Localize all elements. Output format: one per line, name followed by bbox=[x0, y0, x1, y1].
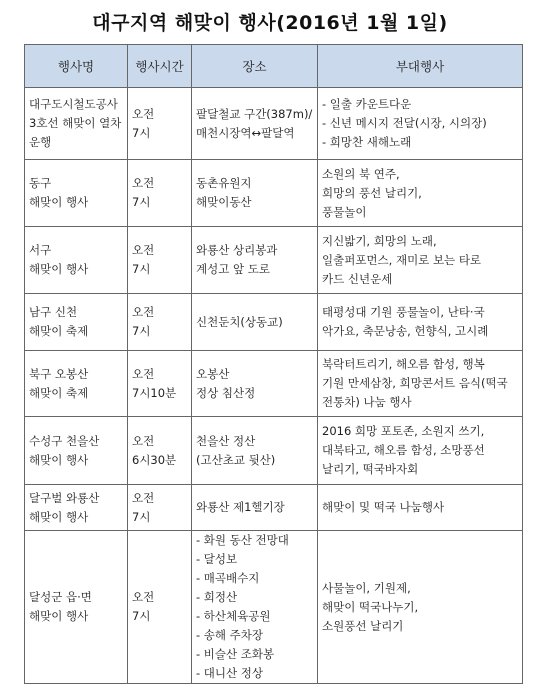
cell-line: 7시 bbox=[132, 125, 151, 140]
location-cell bbox=[192, 294, 318, 351]
cell-line: 매천시장역↔팔달역 bbox=[196, 125, 295, 140]
cell-line: 해맞이 행사 bbox=[29, 609, 89, 623]
cell-line: 악가요, 축문낭송, 헌향식, 고시례 bbox=[322, 324, 489, 338]
cell-line: 와룡산 제1헬기장 bbox=[196, 500, 285, 514]
cell-line: - 화원 동산 전망대 bbox=[196, 533, 289, 547]
cell-line: 해맞이 행사 bbox=[29, 452, 89, 467]
cell-line: 운행 bbox=[29, 135, 52, 149]
side-events-cell bbox=[318, 485, 523, 531]
cell-line: (고산초교 뒷산) bbox=[196, 452, 276, 467]
header-event-name: 행사명 bbox=[25, 45, 128, 88]
table-row bbox=[25, 227, 523, 294]
cell-line: - 매곡배수지 bbox=[196, 571, 260, 585]
side-events-cell bbox=[318, 88, 523, 160]
event-time-cell bbox=[128, 531, 192, 684]
cell-line: 해맞이 축제 bbox=[29, 324, 89, 338]
cell-line: 오봉산 bbox=[196, 366, 230, 381]
event-name-cell bbox=[25, 417, 128, 485]
event-time-cell bbox=[128, 417, 192, 485]
cell-line: 오전 bbox=[132, 176, 155, 190]
location-cell bbox=[192, 485, 318, 531]
table-body bbox=[25, 88, 523, 684]
cell-line: - 비슬산 조화봉 bbox=[196, 647, 275, 661]
cell-line: 오전 bbox=[132, 106, 155, 121]
cell-line: 날리기, 떡국바자회 bbox=[322, 462, 419, 476]
table-row bbox=[25, 351, 523, 417]
cell-line: 7시 bbox=[132, 509, 151, 524]
cell-line: 와룡산 상리봉과 bbox=[196, 243, 278, 257]
event-name-cell bbox=[25, 485, 128, 531]
cell-line: 북구 오봉산 bbox=[29, 366, 89, 381]
cell-line: 북락터트리기, 해오름 함성, 행복 bbox=[322, 357, 485, 371]
cell-line: 해맞이 축제 bbox=[29, 385, 89, 400]
event-time-cell bbox=[128, 351, 192, 417]
cell-line: 일출퍼포먼스, 재미로 보는 타로 bbox=[322, 252, 482, 267]
side-events-cell bbox=[318, 160, 523, 227]
cell-line: 수성구 천을산 bbox=[29, 433, 100, 448]
location-cell bbox=[192, 351, 318, 417]
table-row bbox=[25, 294, 523, 351]
cell-line: 7시 bbox=[132, 324, 151, 338]
cell-line: 해맞이동산 bbox=[196, 195, 252, 209]
cell-line: 소원의 북 연주, bbox=[322, 166, 400, 181]
side-events-cell bbox=[318, 294, 523, 351]
cell-line: - 희정산 bbox=[196, 590, 238, 604]
table-row bbox=[25, 417, 523, 485]
event-name-cell bbox=[25, 227, 128, 294]
event-name-cell bbox=[25, 160, 128, 227]
cell-line: 7시 bbox=[132, 262, 151, 276]
table-header-row bbox=[25, 45, 523, 88]
cell-line: 신천둔치(상동교) bbox=[196, 314, 283, 329]
cell-line: 대북타고, 해오름 함성, 소망풍선 bbox=[322, 443, 485, 457]
cell-line: 해맞이 및 떡국 나눔행사 bbox=[322, 500, 445, 514]
page-title: 대구지역 해맞이 행사(2016년 1월 1일) bbox=[92, 12, 448, 34]
cell-line: 오전 bbox=[132, 366, 155, 381]
cell-line: 정상 침산정 bbox=[196, 385, 256, 400]
cell-line: 2016 희망 포토존, 소원지 쓰기, bbox=[322, 424, 485, 438]
cell-line: 팔달철교 구간(387m)/ bbox=[196, 106, 313, 121]
event-time-cell bbox=[128, 160, 192, 227]
cell-line: 계성고 앞 도로 bbox=[196, 262, 270, 276]
header-event-time: 행사시간 bbox=[128, 45, 192, 88]
side-events-cell bbox=[318, 417, 523, 485]
location-cell bbox=[192, 227, 318, 294]
cell-line: 풍물놀이 bbox=[322, 204, 367, 219]
cell-line: 전통차) 나눔 행사 bbox=[322, 395, 412, 409]
cell-line: - 일출 카운트다운 bbox=[322, 97, 412, 111]
cell-line: 남구 신천 bbox=[29, 305, 78, 319]
events-table bbox=[24, 44, 523, 684]
event-name-cell bbox=[25, 88, 128, 160]
cell-line: 6시30분 bbox=[132, 452, 177, 467]
event-time-cell bbox=[128, 88, 192, 160]
location-cell bbox=[192, 417, 318, 485]
cell-line: - 하산체육공원 bbox=[196, 609, 271, 623]
event-name-cell bbox=[25, 294, 128, 351]
cell-line: - 달성보 bbox=[196, 552, 238, 566]
table-row bbox=[25, 485, 523, 531]
location-cell bbox=[192, 88, 318, 160]
cell-line: 대구도시철도공사 bbox=[29, 97, 118, 111]
table-row bbox=[25, 531, 523, 684]
cell-line: 사물놀이, 기원제, bbox=[322, 580, 411, 595]
location-cell bbox=[192, 531, 318, 684]
event-time-cell bbox=[128, 227, 192, 294]
cell-line: 달성군 읍·면 bbox=[29, 590, 92, 604]
event-time-cell bbox=[128, 294, 192, 351]
event-name-cell bbox=[25, 351, 128, 417]
cell-line: 7시 bbox=[132, 609, 151, 623]
cell-line: 동촌유원지 bbox=[196, 176, 252, 190]
side-events-cell bbox=[318, 531, 523, 684]
cell-line: 동구 bbox=[29, 176, 52, 190]
cell-line: 오전 bbox=[132, 433, 155, 448]
location-cell bbox=[192, 160, 318, 227]
event-name-cell bbox=[25, 531, 128, 684]
cell-line: 달구벌 와룡산 bbox=[29, 490, 100, 505]
header-side-events: 부대행사 bbox=[318, 45, 523, 88]
cell-line: 3호선 해맞이 열차 bbox=[29, 116, 122, 130]
cell-line: 해맞이 떡국나누기, bbox=[322, 599, 419, 614]
cell-line: 기원 만세삼창, 희망콘서트 음식(떡국 bbox=[322, 376, 508, 390]
cell-line: - 희망찬 새해노래 bbox=[322, 135, 412, 149]
cell-line: 해맞이 행사 bbox=[29, 262, 89, 276]
cell-line: 오전 bbox=[132, 305, 155, 319]
cell-line: 오전 bbox=[132, 590, 155, 604]
cell-line: 해맞이 행사 bbox=[29, 195, 89, 209]
cell-line: 오전 bbox=[132, 490, 155, 505]
cell-line: 7시 bbox=[132, 195, 151, 209]
table-row bbox=[25, 160, 523, 227]
table-row bbox=[25, 88, 523, 160]
cell-line: 천을산 정산 bbox=[196, 433, 256, 448]
cell-line: 카드 신년운세 bbox=[322, 271, 393, 286]
event-time-cell bbox=[128, 485, 192, 531]
side-events-cell bbox=[318, 227, 523, 294]
cell-line: 7시10분 bbox=[132, 385, 177, 400]
cell-line: 태평성대 기원 풍물놀이, 난타·국 bbox=[322, 305, 485, 319]
cell-line: 해맞이 행사 bbox=[29, 509, 89, 524]
cell-line: 소원풍선 날리기 bbox=[322, 618, 404, 633]
cell-line: 오전 bbox=[132, 243, 155, 257]
side-events-cell bbox=[318, 351, 523, 417]
cell-line: 지신밟기, 희망의 노래, bbox=[322, 233, 437, 248]
cell-line: - 신년 메시지 전달(시장, 시의장) bbox=[322, 116, 487, 130]
cell-line: 서구 bbox=[29, 243, 52, 257]
header-location: 장소 bbox=[192, 45, 318, 88]
cell-line: 희망의 풍선 날리기, bbox=[322, 185, 422, 200]
cell-line: - 송해 주차장 bbox=[196, 628, 264, 642]
cell-line: - 대니산 정상 bbox=[196, 666, 264, 680]
